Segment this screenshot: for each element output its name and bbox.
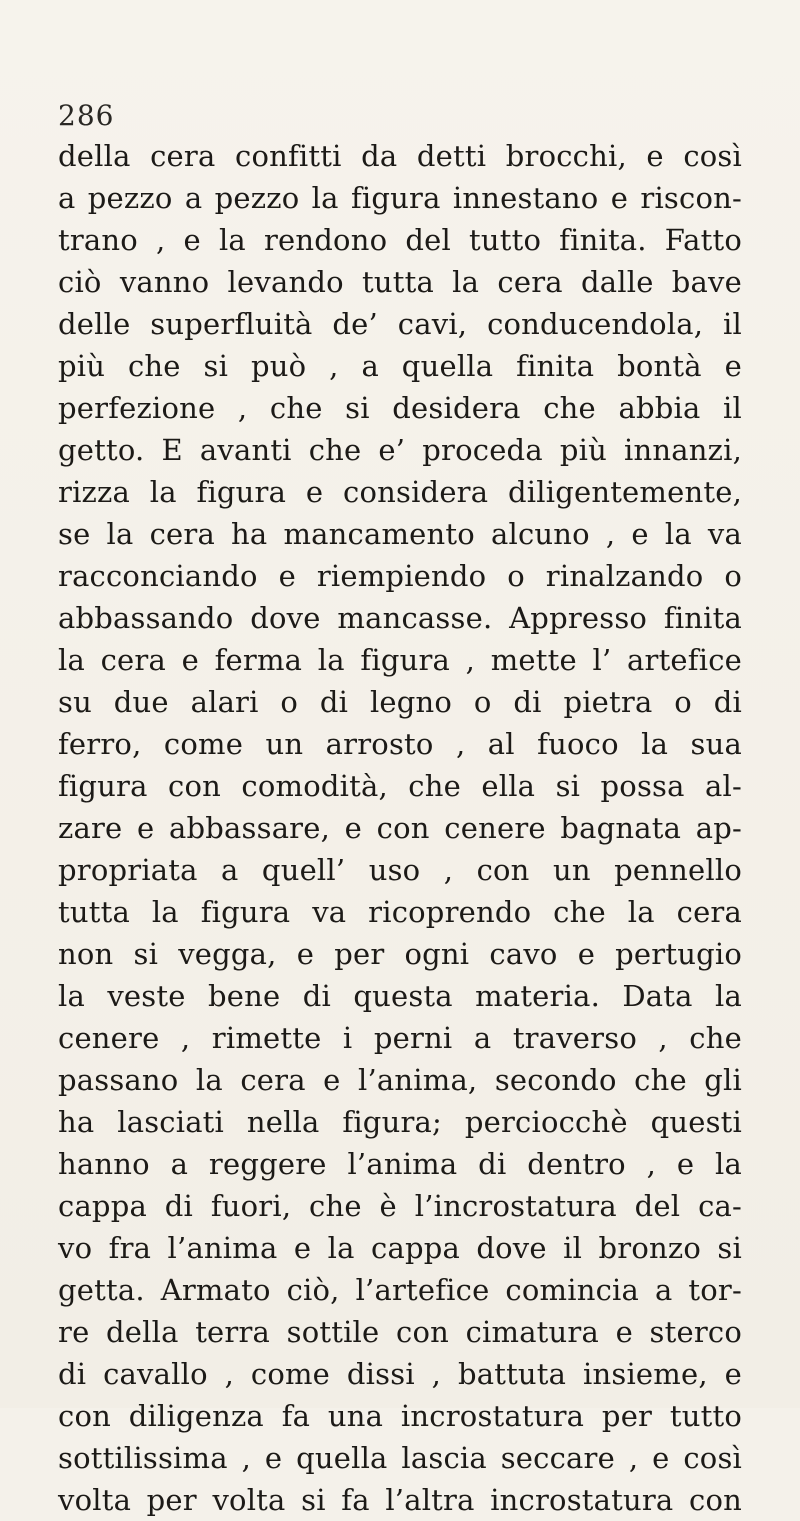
text-line: la veste bene di questa materia. Data la	[58, 979, 742, 1013]
text-line: tutta la figura va ricoprendo che la cera	[58, 895, 742, 929]
text-line: getto. E avanti che e’ proceda più innanzi,	[58, 433, 742, 467]
text-line: propriata a quell’ uso , con un pennello	[58, 853, 742, 887]
text-line: abbassando dove mancasse. Appresso finita	[58, 601, 742, 635]
page-number: 286	[58, 99, 115, 132]
text-line: cenere , rimette i perni a traverso , che	[58, 1021, 742, 1055]
text-line: sottilissima , e quella lascia seccare , e così	[58, 1441, 742, 1475]
text-line: della cera confitti da detti brocchi, e così	[58, 139, 742, 173]
text-line: la cera e ferma la figura , mette l’ artefice	[58, 643, 742, 677]
text-line: racconciando e riempiendo o rinalzando o	[58, 559, 742, 593]
text-line: perfezione , che si desidera che abbia il	[58, 391, 742, 425]
text-line: su due alari o di legno o di pietra o di	[58, 685, 742, 719]
text-line: se la cera ha mancamento alcuno , e la va	[58, 517, 742, 551]
text-line: ferro, come un arrosto , al fuoco la sua	[58, 727, 742, 761]
text-line: cappa di fuori, che è l’incrostatura del ca-	[58, 1189, 742, 1223]
text-line: zare e abbassare, e con cenere bagnata ap-	[58, 811, 742, 845]
text-line: con diligenza fa una incrostatura per tutto	[58, 1399, 742, 1433]
text-line: trano , e la rendono del tutto finita. Fatto	[58, 223, 742, 257]
text-line: rizza la figura e considera diligentemente,	[58, 475, 742, 509]
text-line: vo fra l’anima e la cappa dove il bronzo si	[58, 1231, 742, 1265]
text-line: re della terra sottile con cimatura e sterco	[58, 1315, 742, 1349]
text-line: delle superfluità de’ cavi, conducendola, il	[58, 307, 742, 341]
text-line: a pezzo a pezzo la figura innestano e riscon-	[58, 181, 742, 215]
text-line: di cavallo , come dissi , battuta insieme, e	[58, 1357, 742, 1391]
text-line: non si vegga, e per ogni cavo e pertugio	[58, 937, 742, 971]
text-line: hanno a reggere l’anima di dentro , e la	[58, 1147, 742, 1181]
text-line: passano la cera e l’anima, secondo che gli	[58, 1063, 742, 1097]
text-line: più che si può , a quella finita bontà e	[58, 349, 742, 383]
body-text	[58, 135, 742, 1521]
text-line: ciò vanno levando tutta la cera dalle bave	[58, 265, 742, 299]
text-line: getta. Armato ciò, l’artefice comincia a tor-	[58, 1273, 742, 1307]
text-line: figura con comodità, che ella si possa al-	[58, 769, 742, 803]
text-line: ha lasciati nella figura; perciocchè questi	[58, 1105, 742, 1139]
text-line: volta per volta si fa l’altra incrostatura con	[58, 1483, 742, 1517]
